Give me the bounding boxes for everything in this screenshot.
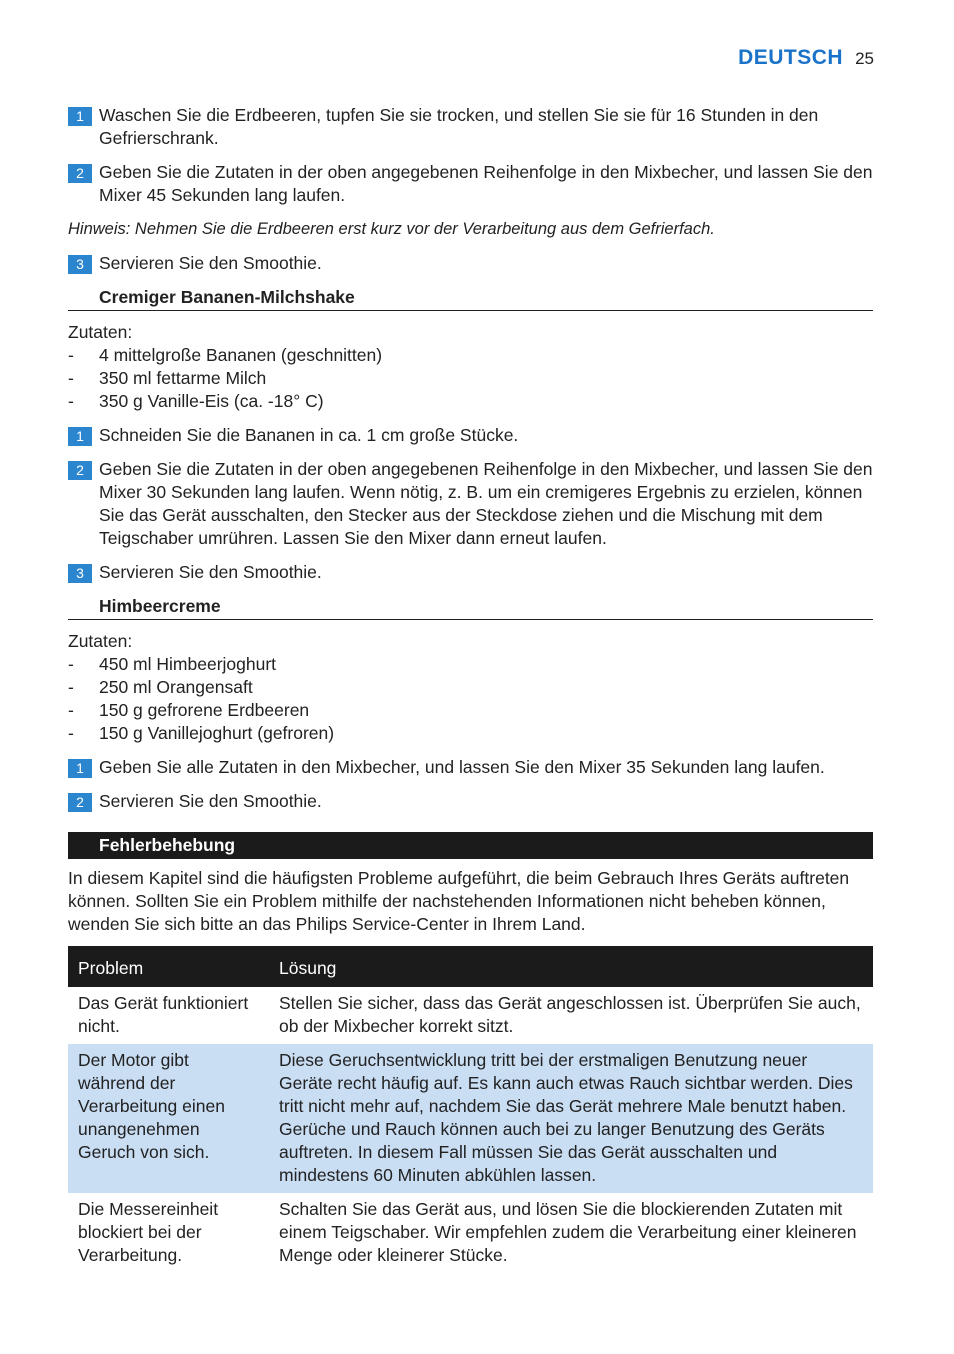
page-header <box>738 46 874 70</box>
step-item <box>68 458 873 550</box>
ingredient-item: - 150 g Vanillejoghurt (gefroren) <box>68 723 335 743</box>
step-number: 2 <box>68 793 92 812</box>
step-text: Schneiden Sie die Bananen in ca. 1 cm große Stücke. <box>99 425 519 445</box>
step-item <box>68 561 873 584</box>
step-text: Servieren Sie den Smoothie. <box>99 791 322 811</box>
ingredient-item: - 250 ml Orangensaft <box>68 677 253 697</box>
step-text: Geben Sie alle Zutaten in den Mixbecher, und lassen Sie den Mixer 35 Sekunden lang laufen. <box>99 757 825 777</box>
ingredients-label: Zutaten: <box>68 322 133 342</box>
ingredient-item: - 450 ml Himbeerjoghurt <box>68 654 277 674</box>
note-text: Hinweis: Nehmen Sie die Erdbeeren erst kurz vor der Verarbeitung aus dem Gefrierfach. <box>68 220 715 238</box>
step-item <box>68 161 873 207</box>
page-content <box>68 104 873 1273</box>
ingredients-label: Zutaten: <box>68 631 133 651</box>
solution-cell: Stellen Sie sicher, dass das Gerät angeschlossen ist. Überprüfen Sie auch, ob der Mixbecher korrekt sitzt. <box>279 993 861 1036</box>
step-number: 2 <box>68 461 92 480</box>
step-number: 3 <box>68 564 92 583</box>
problem-cell: Die Messereinheit blockiert bei der Verarbeitung. <box>78 1199 219 1265</box>
troubleshooting-table <box>68 946 873 1273</box>
step-item <box>68 104 873 150</box>
page-number: 25 <box>855 49 874 68</box>
troubleshooting-intro: In diesem Kapitel sind die häufigsten Probleme aufgeführt, die beim Gebrauch Ihres Geräts auftreten können. Sollten Sie ein Problem mithilfe der nachstehenden Informationen nicht beheben können, wenden Sie sich bitte an das Philips Service-Center in Ihrem Land. <box>68 868 850 934</box>
step-item <box>68 790 873 813</box>
ingredient-list-raspberry <box>68 653 873 745</box>
recipe-title-raspberry: Himbeercreme <box>68 595 873 620</box>
step-item <box>68 424 873 447</box>
ingredient-item: - 350 g Vanille-Eis (ca. -18° C) <box>68 391 324 411</box>
step-item <box>68 756 873 779</box>
table-row <box>68 987 873 1044</box>
table-header-row <box>68 946 873 987</box>
step-item <box>68 252 873 275</box>
ingredient-list-banana <box>68 344 873 413</box>
solution-cell: Schalten Sie das Gerät aus, und lösen Sie die blockierenden Zutaten mit einem Teigschaber. Wir empfehlen zudem die Verarbeitung einer kleineren Menge oder kleinerer Stücke. <box>279 1199 857 1265</box>
step-number: 1 <box>68 107 92 126</box>
ingredient-item: - 150 g gefrorene Erdbeeren <box>68 700 310 720</box>
table-row <box>68 1044 873 1193</box>
step-number: 3 <box>68 255 92 274</box>
step-number: 1 <box>68 427 92 446</box>
column-header-problem: Problem <box>68 946 269 987</box>
ingredient-item: - 350 ml fettarme Milch <box>68 368 267 388</box>
language-label: DEUTSCH <box>738 46 844 69</box>
step-number: 1 <box>68 759 92 778</box>
column-header-solution: Lösung <box>269 946 873 987</box>
problem-cell: Das Gerät funktioniert nicht. <box>78 993 249 1036</box>
problem-cell: Der Motor gibt während der Verarbeitung einen unangenehmen Geruch von sich. <box>68 1044 269 1193</box>
solution-cell: Diese Geruchsentwicklung tritt bei der erstmaligen Benutzung neuer Geräte recht häufig auf. Es kann auch etwas Rauch sichtbar werden. Dies tritt nicht mehr auf, nachdem Sie das Gerät mehrere Male benutzt haben. Gerüche und Rauch können auch bei zu langer Benutzung des Geräts auftreten. In diesem Fall müssen Sie das Gerät ausschalten und mindestens 60 Minuten abkühlen lassen. <box>269 1044 873 1193</box>
section-title-troubleshooting: Fehlerbehebung <box>68 832 873 859</box>
step-text: Waschen Sie die Erdbeeren, tupfen Sie sie trocken, und stellen Sie sie für 16 Stunden in den Gefrierschrank. <box>99 105 819 148</box>
table-row <box>68 1193 873 1273</box>
step-text: Servieren Sie den Smoothie. <box>99 562 322 582</box>
ingredient-item: - 4 mittelgroße Bananen (geschnitten) <box>68 345 383 365</box>
step-number: 2 <box>68 164 92 183</box>
step-text: Geben Sie die Zutaten in der oben angegebenen Reihenfolge in den Mixbecher, und lassen Sie den Mixer 30 Sekunden lang laufen. Wenn nötig, z. B. um ein cremigeres Ergebnis zu erzielen, können Sie das Gerät ausschalten, den Stecker aus der Steckdose ziehen und die Mischung mit dem Teigschaber umrühren. Lassen Sie den Mixer dann erneut laufen. <box>99 459 873 548</box>
step-text: Geben Sie die Zutaten in der oben angegebenen Reihenfolge in den Mixbecher, und lassen Sie den Mixer 45 Sekunden lang laufen. <box>99 162 873 205</box>
step-text: Servieren Sie den Smoothie. <box>99 253 322 273</box>
recipe-title-banana: Cremiger Bananen-Milchshake <box>68 286 873 311</box>
